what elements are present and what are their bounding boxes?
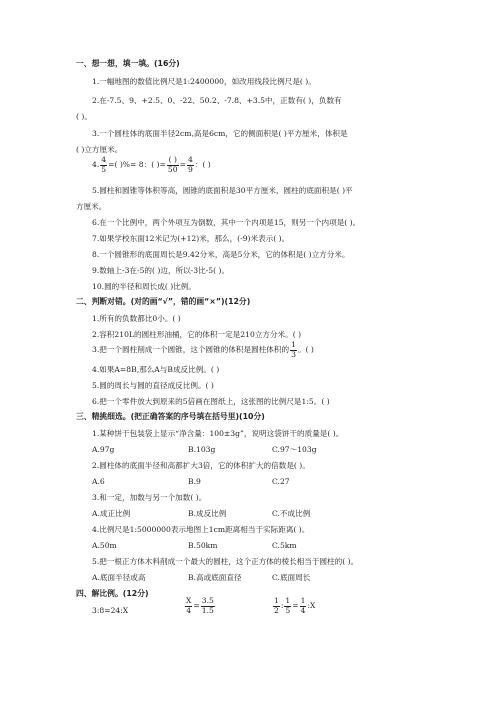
- numerator: X: [186, 596, 192, 605]
- fill-q1: 1.一幅地图的数值比例尺是1:2400000，如改用线段比例尺是( )。: [92, 77, 316, 86]
- proportion-3-colon: :: [280, 601, 284, 611]
- proportion-3-eq: =: [292, 601, 299, 611]
- judge-q1: 1.所有的负数都比0小。( ): [92, 314, 181, 323]
- choice-q4: 4.比例尺是1:5000000表示地图上1cm距离相当于实际距离( )。: [92, 525, 310, 534]
- choice-q2: 2.圆柱体的底面半径和高都扩大3倍，它的体积扩大的倍数是( )。: [92, 461, 310, 470]
- fraction-x-4: [185, 597, 192, 615]
- denominator: 5: [285, 605, 291, 615]
- judge-q3: [92, 341, 314, 359]
- proportion-1: 3:8=24:X: [92, 606, 129, 615]
- proportion-3-tail: :X: [307, 601, 316, 611]
- denominator: 1.5: [201, 605, 214, 615]
- choice-q5-option-a: A.底面半径或高: [92, 573, 146, 582]
- denominator: 9: [187, 164, 193, 174]
- fill-q7: 7.如果学校东面12米记为(+12)米，那么，(-9)米表示( )。: [92, 234, 290, 243]
- numerator: 1: [274, 596, 279, 605]
- judge-q5: 5.圆的周长与圆的直径成反比例。( ): [92, 381, 214, 390]
- choice-q3-option-b: B.成反比例: [188, 509, 227, 518]
- choice-q2-option-c: C.27: [272, 477, 290, 486]
- fill-q5-line1: 5.圆柱和圆锥等体积等高，圆锥的底面积是30平方厘米，圆柱的底面积是( )平: [92, 186, 353, 195]
- choice-q5-option-c: C.底面周长: [272, 573, 311, 582]
- fraction-1-4: [300, 597, 307, 615]
- denominator: 5: [101, 164, 107, 174]
- fill-q2-line1: 2.在-7.5、9、+2.5、0、-22、50.2、-7.8、+3.5中，正数有( )，负数有: [92, 96, 342, 105]
- section-title-choice: 三、精挑细选。(把正确答案的序号填在括号里)(10分): [76, 412, 265, 421]
- judge-q4: 4.如果A=8B,那么A与B成反比例。( ): [92, 365, 220, 374]
- fill-q4: [92, 156, 211, 174]
- fill-q2-line2: ( )。: [76, 112, 92, 121]
- fraction-4-9: [187, 156, 194, 174]
- numerator: 1: [300, 596, 306, 605]
- denominator: 3: [291, 349, 296, 359]
- fill-q3-line1: 3.一个圆柱体的底面半径2cm,高是6cm，它的侧面积是( )平方厘米，体积是: [92, 129, 348, 138]
- choice-q5-option-b: B.高或底面直径: [188, 573, 242, 582]
- choice-q2-option-b: B.9: [188, 477, 201, 486]
- numerator: 3.5: [201, 596, 214, 605]
- choice-q5: 5.把一根正方体木料削成一个最大的圆柱，这个正方体的棱长相当于圆柱的( )。: [92, 557, 359, 566]
- fill-q10: 10.圆的半径和周长成( )比例。: [92, 282, 196, 291]
- fraction-blank-50: [167, 156, 179, 174]
- fraction-1-2: [273, 597, 280, 615]
- numerator: 4: [187, 155, 193, 164]
- section-title-proportion: 四、解比例。(12分): [76, 589, 149, 598]
- denominator: 50: [167, 164, 178, 174]
- section-title-fill: 一、想一想，填一填。(16分): [76, 59, 180, 68]
- proportion-2-eq: =: [193, 601, 200, 611]
- choice-q4-option-b: B.50km: [188, 541, 218, 550]
- numerator: 1: [285, 596, 291, 605]
- choice-q4-option-c: C.5km: [272, 541, 297, 550]
- choice-q4-option-a: A.50m: [92, 541, 117, 550]
- numerator: 4: [101, 155, 107, 164]
- judge-q3-prefix: 3.把一个圆柱削成一个圆锥，这个圆锥的体积是圆柱体积的: [92, 345, 290, 355]
- judge-q2: 2.容积210L的圆柱形油桶，它的体积一定是210立方分米。( ): [92, 330, 302, 339]
- fraction-4-5: [100, 156, 107, 174]
- choice-q3-option-a: A.成正比例: [92, 509, 131, 518]
- choice-q1-option-b: B.103g: [188, 445, 216, 454]
- fill-q4-mid: =( )%= 8：( )=: [108, 160, 166, 170]
- fill-q3-line2: ( )立方厘米。: [76, 145, 123, 154]
- choice-q1-option-a: A.97g: [92, 445, 115, 454]
- fraction-1-5: [284, 597, 291, 615]
- denominator: 2: [274, 605, 279, 615]
- numerator: ( ): [168, 155, 177, 164]
- proportion-2: [184, 597, 216, 615]
- fill-q4-suffix: ：( ): [194, 160, 211, 170]
- fill-q6: 6.在一个比例中，两个外项互为倒数，其中一个内项是15，则另一个内项是( )。: [92, 218, 361, 227]
- fill-q9: 9.数轴上-3在-5的( )边，所以-3比-5( )。: [92, 266, 230, 275]
- choice-q1: 1.某种饼干包装袋上显示“净含量：100±3g”，说明这袋饼干的质量是( )。: [92, 429, 344, 438]
- fill-q4-eq: =: [179, 160, 186, 170]
- fraction-3.5-1.5: [201, 597, 215, 615]
- judge-q3-suffix: 。( ): [297, 345, 314, 355]
- choice-q2-option-a: A.6: [92, 477, 105, 486]
- fill-q5-line2: 方厘米。: [76, 202, 107, 211]
- section-title-judge: 二、判断对错。(对的画“√”，错的画“×”)(12分): [76, 297, 251, 306]
- choice-q3: 3.和一定，加数与另一个加数( )。: [92, 493, 207, 502]
- judge-q6: 6.把一个零件放大到原来的5倍画在图纸上，这张图的比例尺是1:5。( ): [92, 397, 330, 406]
- choice-q1-option-c: C.97～103g: [272, 445, 317, 454]
- denominator: 4: [300, 605, 306, 615]
- fill-q4-prefix: 4.: [92, 160, 100, 170]
- choice-q3-option-c: C.不成比例: [272, 509, 311, 518]
- denominator: 4: [186, 605, 192, 615]
- fill-q8: 8.一个圆锥形的底面周长是9.42分米，高是5分米，它的体积是( )立方分米。: [92, 250, 350, 259]
- numerator: 1: [291, 340, 296, 349]
- proportion-3: [272, 597, 315, 615]
- fraction-1-3: [290, 341, 297, 359]
